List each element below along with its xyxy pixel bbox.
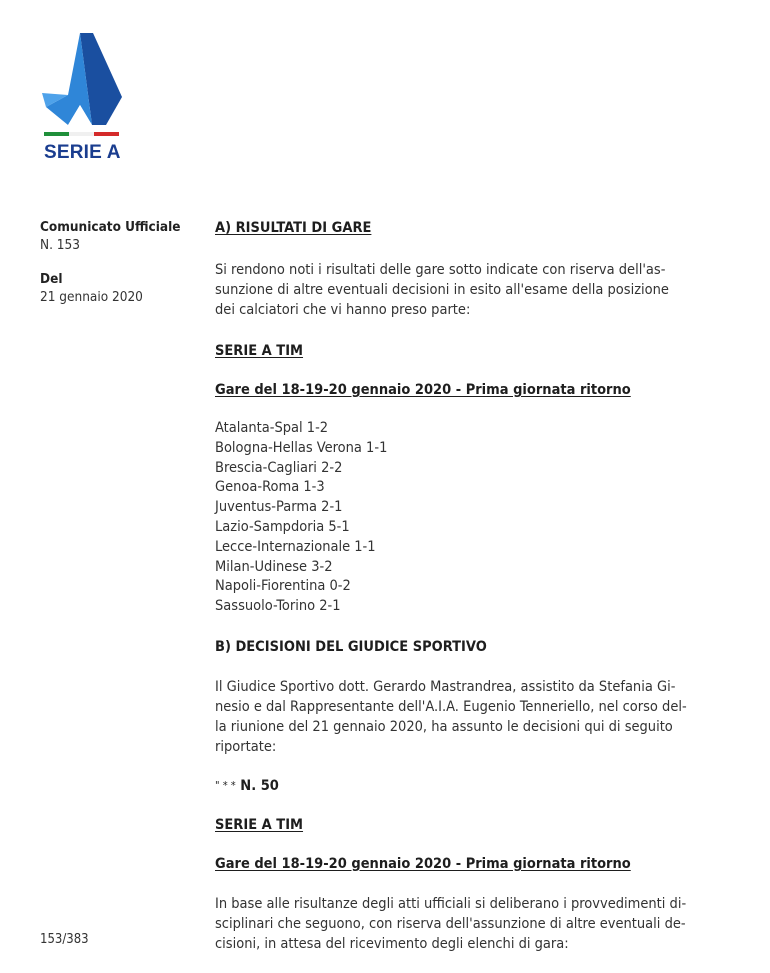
decision-number-prefix: " * * xyxy=(215,778,236,792)
section-a-round: Gare del 18-19-20 gennaio 2020 - Prima giornata ritorno xyxy=(215,382,631,398)
paragraph-line: Si rendono noti i risultati delle gare sotto indicate con riserva dell'as- xyxy=(215,262,666,278)
section-b-league: SERIE A TIM xyxy=(215,816,304,833)
section-b-round: Gare del 18-19-20 gennaio 2020 - Prima giornata ritorno xyxy=(215,855,631,872)
section-b-title: B) DECISIONI DEL GIUDICE SPORTIVO xyxy=(215,638,487,655)
result-item: Sassuolo-Torino 2-1 xyxy=(215,598,341,615)
comunicato-label: Comunicato Ufficiale xyxy=(40,219,181,235)
section-b-intro xyxy=(215,677,723,757)
serie-a-logo-text: SERIE A xyxy=(44,142,121,163)
section-b-outro xyxy=(215,894,723,954)
serie-a-logo-icon xyxy=(42,33,122,139)
result-item: Juventus-Parma 2-1 xyxy=(215,499,343,516)
document-body xyxy=(215,218,723,954)
section-a-intro xyxy=(215,260,723,320)
comunicato-number: N. 153 xyxy=(40,237,80,253)
paragraph-line: la riunione del 21 gennaio 2020, ha assunto le decisioni qui di seguito xyxy=(215,718,673,735)
decision-number-value: N. 50 xyxy=(240,777,279,794)
paragraph-line: riportate: xyxy=(215,738,277,755)
result-item: Bologna-Hellas Verona 1-1 xyxy=(215,439,388,456)
paragraph-line: cisioni, in attesa del ricevimento degli elenchi di gara: xyxy=(215,935,569,952)
result-item: Milan-Udinese 3-2 xyxy=(215,558,333,575)
result-item: Napoli-Fiorentina 0-2 xyxy=(215,578,351,595)
paragraph-line: Il Giudice Sportivo dott. Gerardo Mastrandrea, assistito da Stefania Gi- xyxy=(215,678,676,695)
paragraph-line: sunzione di altre eventuali decisioni in esito all'esame della posizione xyxy=(215,282,669,298)
decision-number xyxy=(215,776,723,796)
date-label: Del xyxy=(40,271,63,287)
sidebar xyxy=(40,218,190,306)
result-item: Lecce-Internazionale 1-1 xyxy=(215,538,376,555)
results-list xyxy=(215,419,723,617)
paragraph-line: nesio e dal Rappresentante dell'A.I.A. Eugenio Tenneriello, nel corso del- xyxy=(215,698,687,715)
page-number: 153/383 xyxy=(40,932,89,947)
paragraph-line: dei calciatori che vi hanno preso parte: xyxy=(215,302,471,318)
result-item: Brescia-Cagliari 2-2 xyxy=(215,459,343,476)
paragraph-line: In base alle risultanze degli atti ufficiali si deliberano i provvedimenti di- xyxy=(215,895,687,912)
result-item: Lazio-Sampdoria 5-1 xyxy=(215,518,350,535)
section-a-league: SERIE A TIM xyxy=(215,343,304,359)
paragraph-line: sciplinari che seguono, con riserva dell'assunzione di altre eventuali de- xyxy=(215,915,686,932)
result-item: Genoa-Roma 1-3 xyxy=(215,479,325,496)
serie-a-logo xyxy=(42,33,122,139)
section-a-title: A) RISULTATI DI GARE xyxy=(215,220,372,236)
result-item: Atalanta-Spal 1-2 xyxy=(215,420,329,436)
date-value: 21 gennaio 2020 xyxy=(40,289,143,305)
